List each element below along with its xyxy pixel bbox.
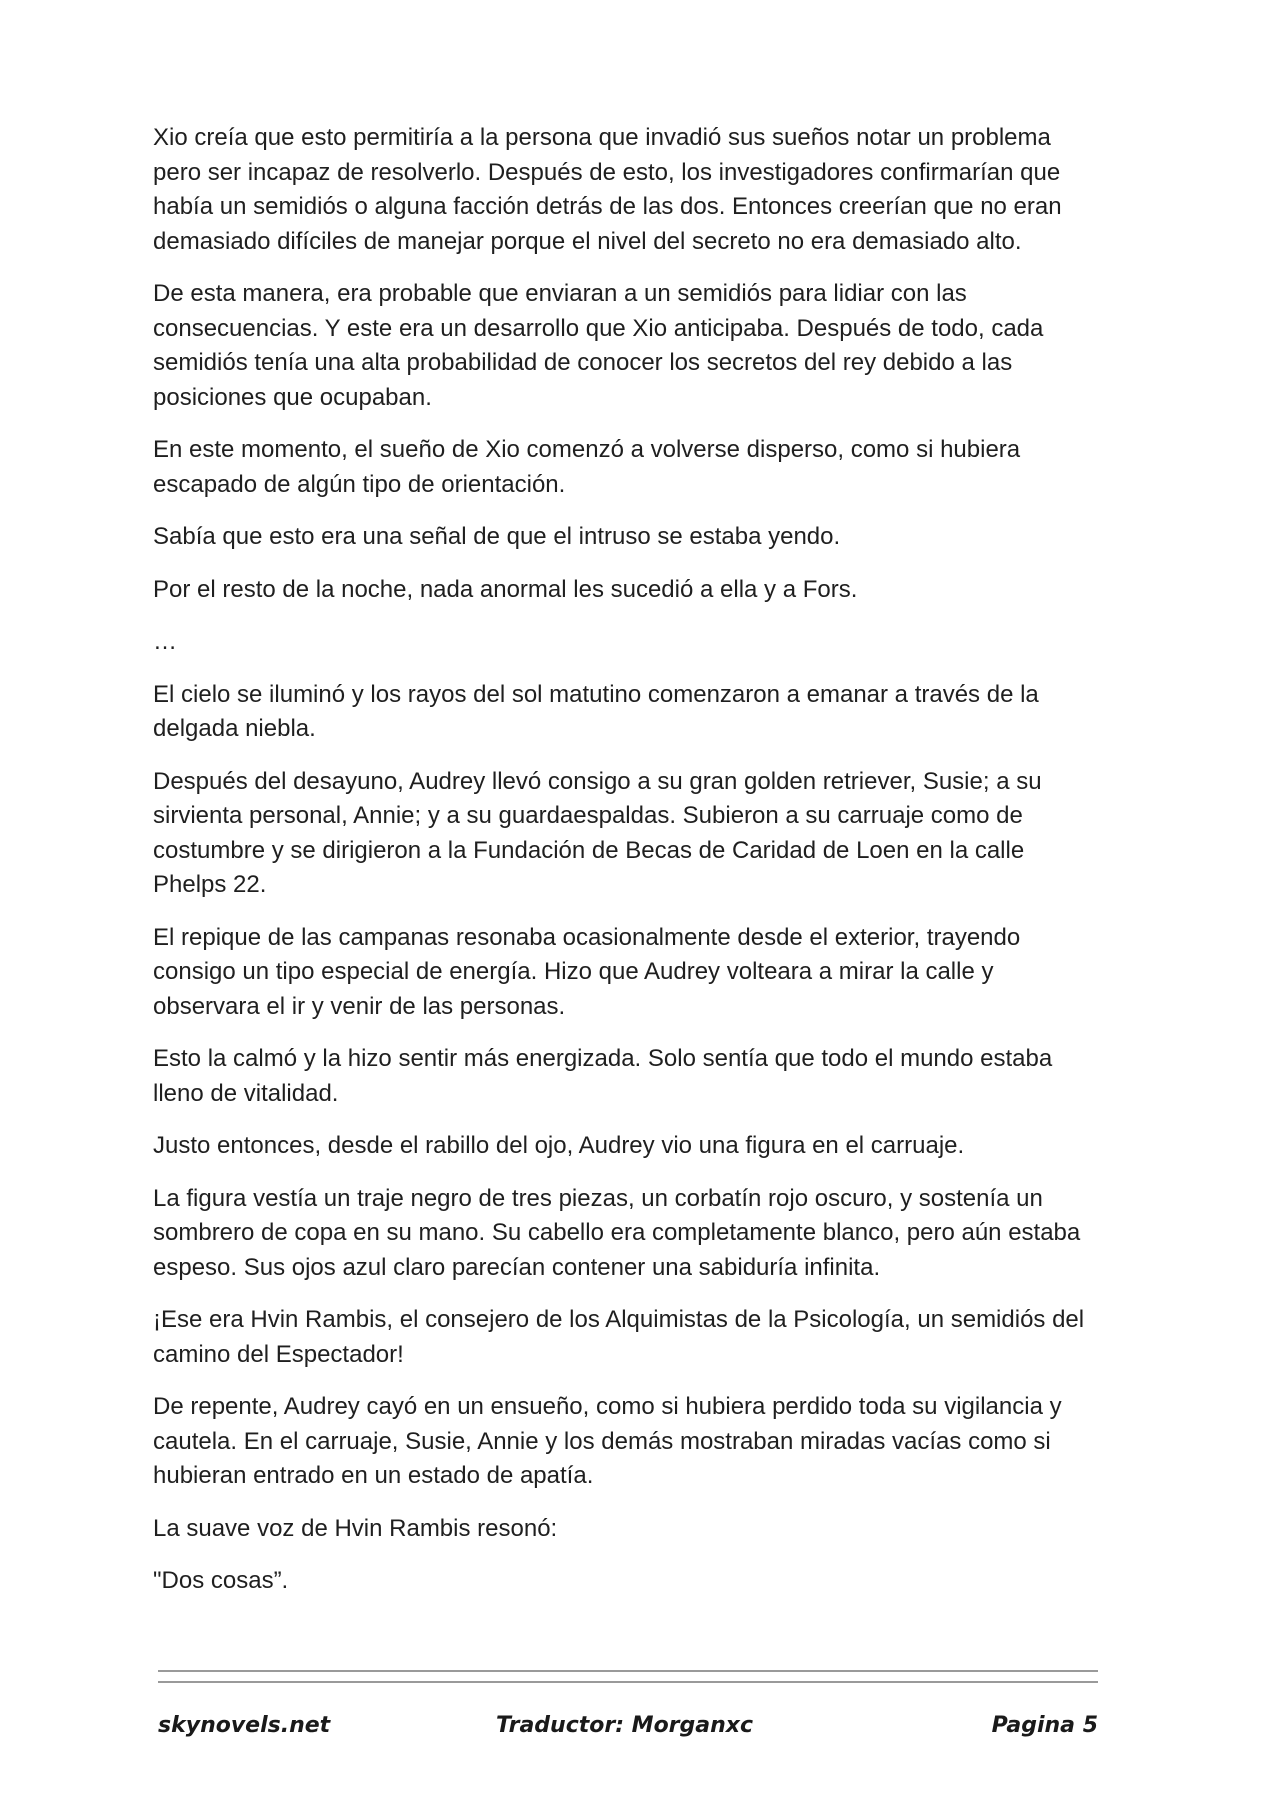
paragraph-4: Sabía que esto era una señal de que el intruso se estaba yendo. [153,523,841,550]
footer-page-number: Pagina 5 [991,1713,1098,1738]
footer-rule-bottom [158,1681,1098,1683]
footer-site: skynovels.net [158,1713,331,1738]
paragraph-1: Xio creía que esto permitiría a la persona que invadió sus sueños notar un problema pero ser incapaz de resolverlo. Después de esto, los investigadores confirmarían que había un semidiós o alguna facción detrás de las dos. Entonces creerían que no eran demasiado difíciles de manejar porque el nivel del secreto no era demasiado alto. [153,124,1062,255]
body-text [153,121,1098,1617]
page-footer [158,1713,1098,1747]
paragraph-2: De esta manera, era probable que enviaran a un semidiós para lidiar con las consecuencias. Y este era un desarrollo que Xio anticipaba. Después de todo, cada semidiós tenía una alta probabilidad de conocer los secretos del rey debido a las posiciones que ocupaban. [153,280,1044,411]
paragraph-12: La figura vestía un traje negro de tres piezas, un corbatín rojo oscuro, y sostenía un sombrero de copa en su mano. Su cabello era completamente blanco, pero aún estaba espeso. Sus ojos azul claro parecían contener una sabiduría infinita. [153,1184,1081,1281]
scene-break: … [153,628,177,655]
paragraph-7: El cielo se iluminó y los rayos del sol matutino comenzaron a emanar a través de la delgada niebla. [153,680,1039,742]
paragraph-10: Esto la calmó y la hizo sentir más energizada. Solo sentía que todo el mundo estaba lleno de vitalidad. [153,1045,1053,1107]
paragraph-5: Por el resto de la noche, nada anormal les sucedió a ella y a Fors. [153,575,858,603]
paragraph-16: "Dos cosas”. [153,1567,289,1594]
footer-divider [158,1670,1098,1692]
paragraph-13: ¡Ese era Hvin Rambis, el consejero de los Alquimistas de la Psicología, un semidiós del camino del Espectador! [153,1306,1085,1368]
paragraph-8: Después del desayuno, Audrey llevó consigo a su gran golden retriever, Susie; a su sirvienta personal, Annie; y a su guardaespaldas. Subieron a su carruaje como de costumbre y se dirigieron a la Fundación de Becas de Caridad de Loen en la calle Phelps 22. [153,767,1042,898]
paragraph-15: La suave voz de Hvin Rambis resonó: [153,1514,558,1542]
footer-rule-top [158,1670,1098,1672]
paragraph-9: El repique de las campanas resonaba ocasionalmente desde el exterior, trayendo consigo un tipo especial de energía. Hizo que Audrey volteara a mirar la calle y observara el ir y venir de las personas. [153,923,1021,1020]
paragraph-14: De repente, Audrey cayó en un ensueño, como si hubiera perdido toda su vigilancia y cautela. En el carruaje, Susie, Annie y los demás mostraban miradas vacías como si hubieran entrado en un estado de apatía. [153,1393,1062,1489]
paragraph-3: En este momento, el sueño de Xio comenzó a volverse disperso, como si hubiera escapado de algún tipo de orientación. [153,436,1021,498]
paragraph-11: Justo entonces, desde el rabillo del ojo, Audrey vio una figura en el carruaje. [153,1132,965,1159]
footer-translator: Traductor: Morganxc [496,1713,754,1738]
